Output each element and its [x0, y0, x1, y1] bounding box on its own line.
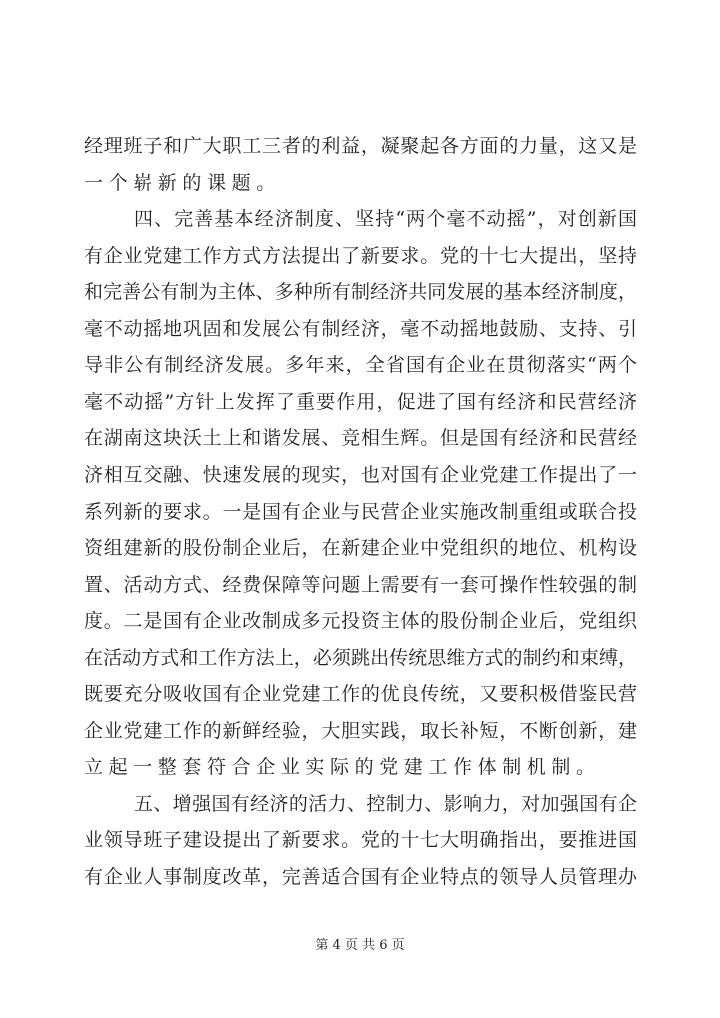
text-line: 毫不动摇”方针上发挥了重要作用，促进了国有经济和民营经济 — [84, 390, 637, 413]
text-line: 有企业党建工作方式方法提出了新要求。党的十七大提出，坚持 — [84, 244, 637, 267]
text-line: 一个崭新的课题。 — [84, 171, 281, 194]
text-line: 企业党建工作的新鲜经验，大胆实践，取长补短，不断创新，建 — [84, 719, 637, 742]
text-line: 既要充分吸收国有企业党建工作的优良传统，又要积极借鉴民营 — [84, 683, 637, 706]
text-line: 在活动方式和工作方法上，必须跳出传统思维方式的制约和束缚， — [84, 646, 637, 669]
text-line: 导非公有制经济发展。多年来，全省国有企业在贯彻落实“两个 — [84, 354, 637, 377]
text-line: 立起一整套符合企业实际的党建工作体制机制。 — [84, 756, 601, 779]
text-line: 置、活动方式、经费保障等问题上需要有一套可操作性较强的制 — [84, 573, 637, 596]
text-line: 济相互交融、快速发展的现实，也对国有企业党建工作提出了一 — [84, 463, 637, 486]
text-line: 系列新的要求。一是国有企业与民营企业实施改制重组或联合投 — [84, 500, 637, 523]
page-footer: 第 4 页 共 6 页 — [315, 938, 405, 953]
text-line: 五、增强国有经济的活力、控制力、影响力，对加强国有企 — [134, 792, 637, 815]
text-line: 经理班子和广大职工三者的利益，凝聚起各方面的力量，这又是 — [84, 135, 637, 157]
text-line: 毫不动摇地巩固和发展公有制经济，毫不动摇地鼓励、支持、引 — [84, 317, 637, 340]
text-line: 四、完善基本经济制度、坚持“两个毫不动摇”，对创新国 — [134, 208, 637, 231]
text-line: 资组建新的股份制企业后，在新建企业中党组织的地位、机构设 — [84, 537, 637, 560]
text-line: 有企业人事制度改革，完善适合国有企业特点的领导人员管理办 — [84, 866, 637, 888]
text-line: 业领导班子建设提出了新要求。党的十七大明确指出，要推进国 — [84, 829, 637, 852]
text-line: 在湖南这块沃土上和谐发展、竞相生辉。但是国有经济和民营经 — [84, 427, 637, 450]
text-line: 度。二是国有企业改制成多元投资主体的股份制企业后，党组织 — [84, 610, 637, 633]
text-line: 和完善公有制为主体、多种所有制经济共同发展的基本经济制度， — [84, 281, 637, 304]
